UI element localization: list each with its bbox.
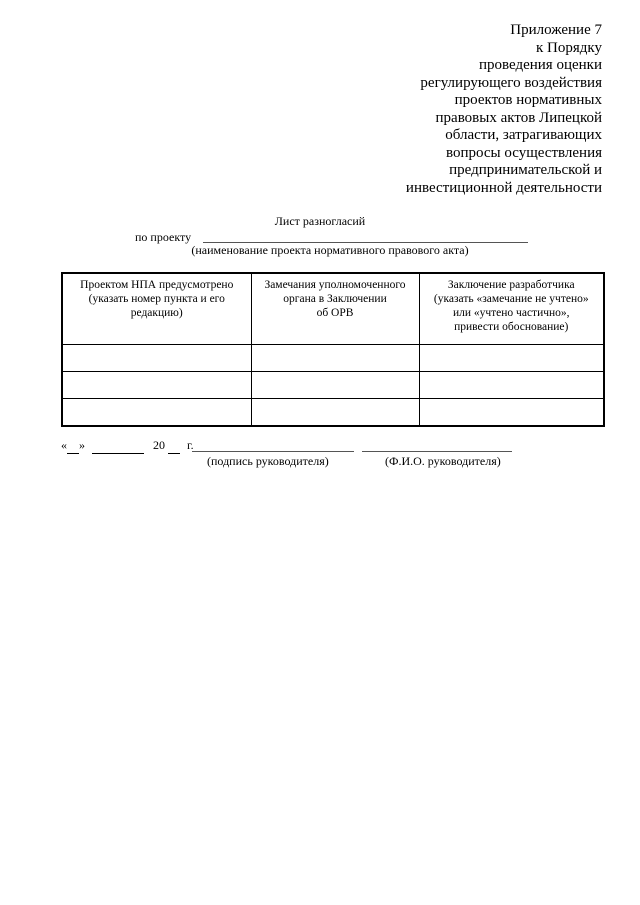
year-field[interactable] [168,438,180,454]
appendix-line: инвестиционной деятельности [405,179,602,196]
project-label: по проекту [135,230,192,244]
year-suffix: г. [187,438,194,452]
header-remarks: Замечания уполномоченного органа в Заключении об ОРВ [251,273,419,345]
appendix-line: Приложение 7 [510,22,602,38]
appendix-line: вопросы осуществления [446,144,602,161]
appendix-line: регулирующего воздействия [420,74,602,91]
table-header-row [62,273,604,345]
table-cell[interactable] [62,345,251,372]
disagreements-table [61,272,605,427]
table-cell[interactable] [419,399,604,427]
table-cell[interactable] [251,399,419,427]
table-cell[interactable] [62,399,251,427]
signature-field[interactable] [192,451,354,452]
table-cell[interactable] [251,372,419,399]
appendix-line: предпринимательской и [449,162,602,178]
table-row [62,345,604,372]
open-quote: « [61,438,67,452]
table-cell[interactable] [62,372,251,399]
date-row [61,438,194,454]
header-npa: Проектом НПА предусмотрено (указать номер пункта и его редакцию) [62,273,251,345]
header-conclusion: Заключение разработчика (указать «замечание не учтено» или «учтено частично», привести обоснование) [419,273,604,345]
full-name-caption: (Ф.И.О. руководителя) [385,454,501,468]
table-row [62,399,604,427]
signature-caption: (подпись руководителя) [207,454,329,468]
sheet-title: Лист разногласий [274,214,366,228]
project-hint: (наименование проекта нормативного правового акта) [191,243,469,257]
appendix-line: проведения оценки [478,57,602,73]
table-row [62,372,604,399]
table-cell[interactable] [419,372,604,399]
close-quote: » [79,438,85,452]
table-cell[interactable] [251,345,419,372]
appendix-line: правовых актов Липецкой [435,109,602,126]
appendix-line: области, затрагивающих [445,127,602,143]
appendix-line: к Порядку [536,39,602,56]
table-cell[interactable] [419,345,604,372]
year-prefix: 20 [153,438,165,452]
month-field[interactable] [92,438,144,454]
appendix-line: проектов нормативных [454,92,602,108]
day-field[interactable] [67,438,79,454]
full-name-field[interactable] [362,451,512,452]
appendix-header [342,22,602,197]
